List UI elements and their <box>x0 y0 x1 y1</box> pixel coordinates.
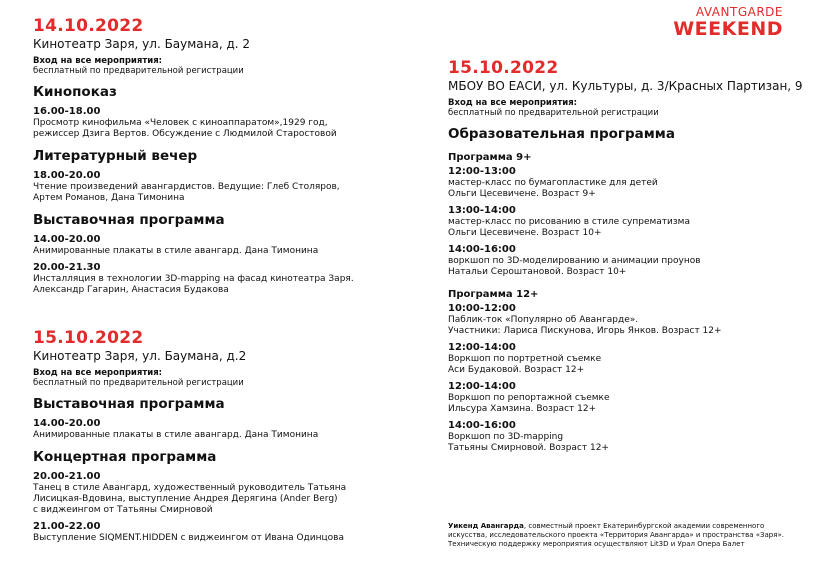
event <box>33 105 433 140</box>
event <box>448 165 808 200</box>
section-title: Выставочная программа <box>33 212 225 228</box>
event <box>33 233 433 257</box>
event-time: 12:00-13:00 <box>448 166 516 177</box>
event-desc: мастер-класс по рисованию в стиле супрематизма Ольги Цесевичене. Возраст 10+ <box>448 217 690 238</box>
section-title: Кинопоказ <box>33 84 117 100</box>
event-desc: мастер-класс по бумагопластике для детей Ольги Цесевичене. Возраст 9+ <box>448 178 658 199</box>
event-desc: Воркшоп по репортажной съемке Ильсура Хамзина. Возраст 12+ <box>448 393 610 414</box>
event-desc: Танец в стиле Авангард, художественный руководитель Татьяна Лисицкая-Вдовина, выступление Андрея Дерягина (Ander Berg) с виджеингом от Татьяны Смирновой <box>33 483 347 515</box>
event <box>33 169 433 204</box>
footer-bold: Уикенд Авангарда <box>448 522 524 530</box>
day2-edu-venue: МБОУ ВО ЕАСИ, ул. Культуры, д. 3/Красных Партизан, 9 <box>448 79 803 93</box>
event-time: 14:00-16:00 <box>448 420 516 431</box>
event-desc: Воркшоп по 3D-mapping Татьяны Смирновой. Возраст 12+ <box>448 432 609 453</box>
logo-line2: WEEKEND <box>673 18 783 40</box>
event-time: 12:00-14:00 <box>448 342 516 353</box>
event-time: 20.00-21.30 <box>33 262 101 273</box>
day1-entry-text: бесплатный по предварительной регистрации <box>33 66 244 76</box>
event-time: 20.00-21.00 <box>33 471 101 482</box>
event-time: 10:00-12:00 <box>448 303 516 314</box>
event <box>448 204 808 239</box>
program-title: Программа 12+ <box>448 289 539 300</box>
section-title: Образовательная программа <box>448 126 675 142</box>
event-desc: Анимированные плакаты в стиле авангард. Дана Тимонина <box>33 246 319 256</box>
section-title: Литературный вечер <box>33 148 198 164</box>
day2-education-block <box>448 58 808 454</box>
event-time: 14:00-16:00 <box>448 244 516 255</box>
day1-venue: Кинотеатр Заря, ул. Баумана, д. 2 <box>33 37 251 51</box>
event-time: 13:00-14:00 <box>448 205 516 216</box>
weekend-logo <box>673 6 783 39</box>
event-desc: Просмотр кинофильма «Человек с киноаппаратом»,1929 год, режиссер Дзига Вертов. Обсуждение с Людмилой Старостовой <box>33 118 337 139</box>
day2-edu-date: 15.10.2022 <box>448 58 559 78</box>
logo-line1: AVANTGARDE <box>695 5 783 19</box>
event-desc: Воркшоп по портретной съемке Аси Будаковой. Возраст 12+ <box>448 354 602 375</box>
section-title: Концертная программа <box>33 449 217 465</box>
event <box>448 302 808 337</box>
event-time: 16.00-18.00 <box>33 106 101 117</box>
event-time: 12:00-14:00 <box>448 381 516 392</box>
event <box>33 417 433 441</box>
event <box>33 261 433 296</box>
event <box>448 419 808 454</box>
event-time: 14.00-20.00 <box>33 234 101 245</box>
day1-entry-label: Вход на все мероприятия: <box>33 56 163 66</box>
event <box>33 470 433 516</box>
event-time: 14.00-20.00 <box>33 418 101 429</box>
event-desc: Анимированные плакаты в стиле авангард. Дана Тимонина <box>33 430 319 440</box>
event-desc: Паблик-ток «Популярно об Авангарде». Участники: Лариса Пискунова, Игорь Янков. Возраст 12+ <box>448 315 722 336</box>
event-time: 21.00-22.00 <box>33 521 101 532</box>
footer-text: , совместный проект Екатеринбургской академии современного искусства, исследовательского проекта «Территория Авангарда» и пространства «Заря». Техническую поддержку мероприятия осуществляют Lit3D и Урал Опера Балет <box>448 522 784 548</box>
day2-date: 15.10.2022 <box>33 328 144 348</box>
event <box>448 341 808 376</box>
section-title: Выставочная программа <box>33 396 225 412</box>
day2-cinema-block <box>33 328 433 544</box>
day2-entry-label: Вход на все мероприятия: <box>33 368 163 378</box>
event-time: 18.00-20.00 <box>33 170 101 181</box>
day2-entry-text: бесплатный по предварительной регистрации <box>33 378 244 388</box>
event <box>448 380 808 415</box>
event-desc: Выступление SIQMENT.HIDDEN с виджеингом от Ивана Одинцова <box>33 533 344 543</box>
day2-venue: Кинотеатр Заря, ул. Баумана, д.2 <box>33 349 247 363</box>
day2-edu-entry-text: бесплатный по предварительной регистрации <box>448 108 659 118</box>
event-desc: Чтение произведений авангардистов. Ведущие: Глеб Столяров, Артем Романов, Дана Тимонина <box>33 182 340 203</box>
program-title: Программа 9+ <box>448 152 532 163</box>
day1-block <box>33 16 433 296</box>
day1-date: 14.10.2022 <box>33 16 144 36</box>
event <box>33 520 433 544</box>
footer-note <box>448 522 793 549</box>
event <box>448 243 808 278</box>
day2-edu-entry-label: Вход на все мероприятия: <box>448 98 578 108</box>
event-desc: воркшоп по 3D-моделированию и анимации проунов Натальи Сероштановой. Возраст 10+ <box>448 256 701 277</box>
event-desc: Инсталляция в технологии 3D-mapping на фасад кинотеатра Заря. Александр Гагарин, Анастасия Будакова <box>33 274 354 295</box>
